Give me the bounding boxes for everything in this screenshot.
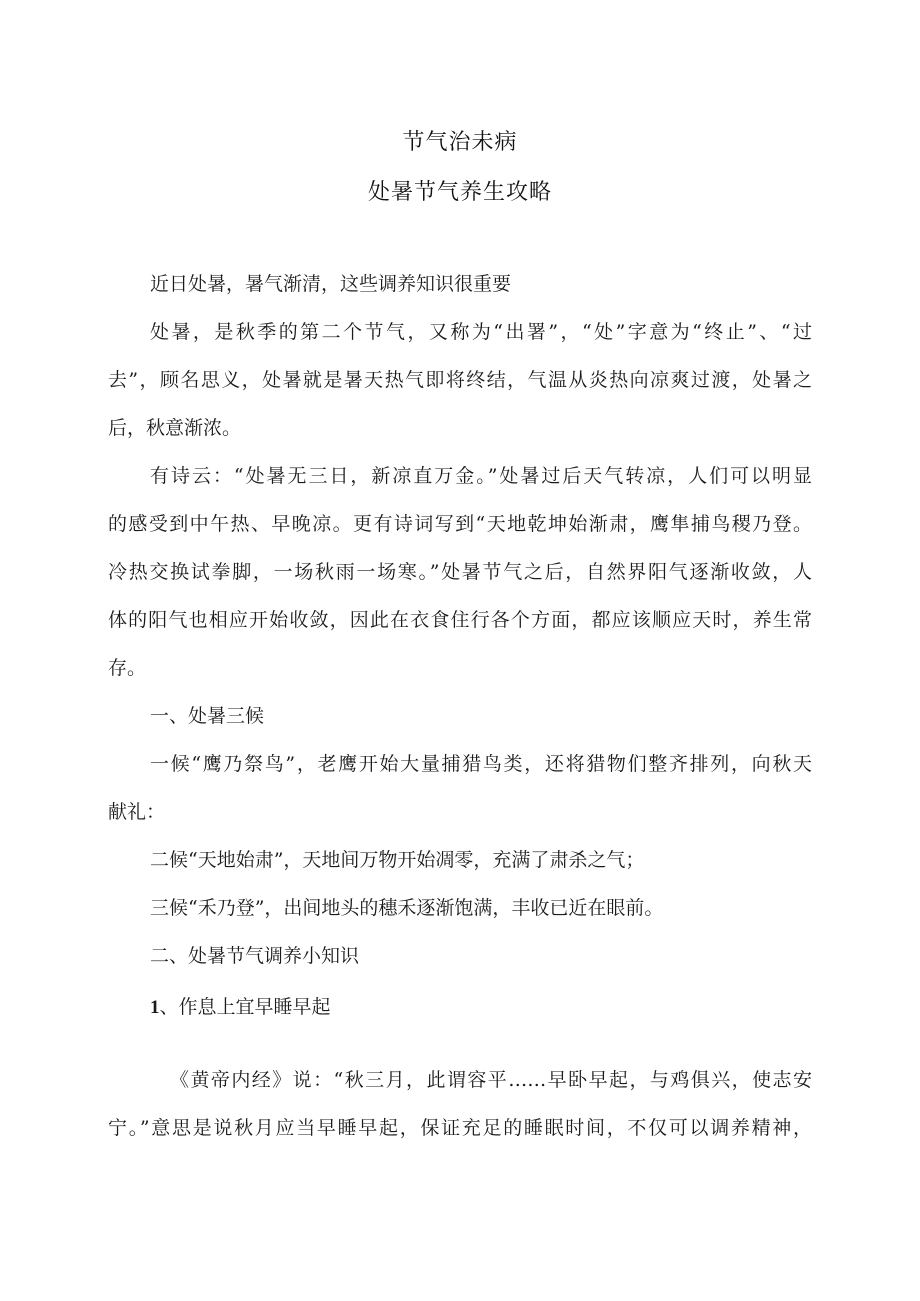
paragraph-line: 《黄帝内经》说：“秋三月，此谓容平……早卧早起，与鸡俱兴，使志安: [170, 1069, 812, 1091]
subsection-title: 作息上宜早睡早起: [178, 996, 331, 1018]
paragraph-line: 献礼：: [108, 801, 166, 823]
paragraph-line: 有诗云：“处暑无三日，新凉直万金。”处暑过后天气转凉，人们可以明显: [150, 465, 812, 487]
paragraph-line: 去”，顾名思义，处暑就是暑天热气即将终结，气温从炎热向凉爽过渡，处暑之: [108, 369, 812, 391]
subsection-heading: [108, 993, 812, 1022]
document-title-line1: 节气治未病: [402, 130, 518, 155]
subsection-number: 1: [150, 997, 160, 1018]
section-heading: 二、处暑节气调养小知识: [150, 945, 360, 967]
paragraph-line: 三候“禾乃登”，出间地头的穗禾逐渐饱满，丰收已近在眼前。: [150, 897, 664, 919]
paragraph-line: 处暑，是秋季的第二个节气，又称为“出署”，“处”字意为“终止”、“过: [150, 321, 812, 343]
subsection-sep: 、: [159, 996, 179, 1018]
paragraph-line: 二候“天地始肃”，天地间万物开始凋零，充满了肃杀之气；: [150, 849, 645, 871]
paragraph-line: 体的阳气也相应开始收敛，因此在衣食住行各个方面，都应该顺应天时，养生常: [108, 609, 812, 631]
paragraph-line: 后，秋意渐浓。: [108, 417, 242, 439]
subtitle-line: 近日处暑，暑气渐清，这些调养知识很重要: [150, 273, 512, 295]
document-title-line2: 处暑节气养生攻略: [367, 180, 552, 205]
paragraph-line: 宁。”意思是说秋月应当早睡早起，保证充足的睡眠时间，不仅可以调养精神，: [108, 1117, 812, 1139]
section-heading: 一、处暑三候: [150, 705, 265, 727]
paragraph-line: 的感受到中午热、早晚凉。更有诗词写到“天地乾坤始渐肃，鹰隼捕鸟稷乃登。: [108, 513, 812, 535]
paragraph-line: 一候“鹰乃祭鸟”，老鹰开始大量捕猎鸟类，还将猎物们整齐排列，向秋天: [150, 753, 812, 775]
paragraph-line: 存。: [108, 657, 147, 679]
paragraph-line: 冷热交换试拳脚，一场秋雨一场寒。”处暑节气之后，自然界阳气逐渐收敛，人: [108, 561, 812, 583]
